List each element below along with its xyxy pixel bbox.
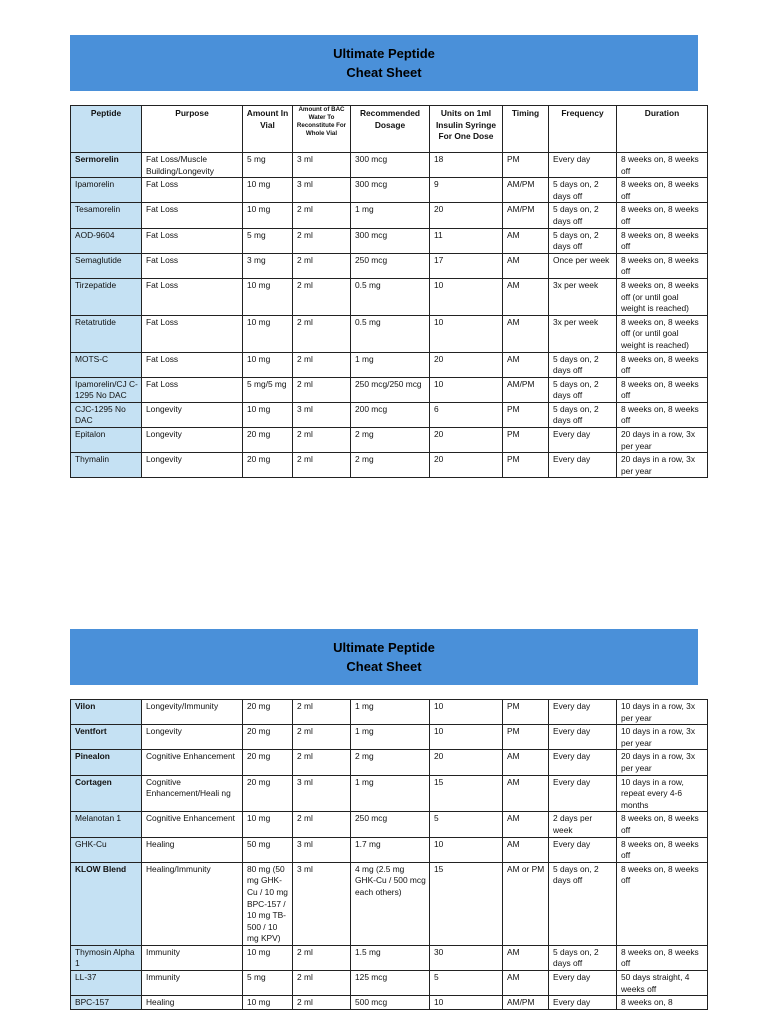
cell-peptide: KLOW Blend (71, 862, 142, 945)
cell-amount-in-vial: 5 mg (243, 153, 293, 178)
cell-frequency: 5 days on, 2 days off (549, 203, 617, 228)
cell-amount-in-vial: 20 mg (243, 453, 293, 478)
cell-dosage: 125 mcg (351, 971, 430, 996)
cell-timing: AM (503, 278, 549, 315)
cell-purpose: Fat Loss (142, 203, 243, 228)
cell-units: 10 (430, 996, 503, 1010)
cell-units: 20 (430, 453, 503, 478)
cell-units: 10 (430, 278, 503, 315)
cell-bac-water: 2 ml (293, 971, 351, 996)
cell-amount-in-vial: 10 mg (243, 945, 293, 970)
cell-purpose: Fat Loss (142, 377, 243, 402)
cell-dosage: 250 mcg (351, 253, 430, 278)
cell-frequency: Every day (549, 750, 617, 775)
cell-duration: 50 days straight, 4 weeks off (617, 971, 708, 996)
cell-peptide: Thymalin (71, 453, 142, 478)
cell-frequency: 5 days on, 2 days off (549, 228, 617, 253)
cell-amount-in-vial: 5 mg (243, 971, 293, 996)
cell-units: 5 (430, 812, 503, 837)
cell-units: 10 (430, 837, 503, 862)
cell-frequency: 5 days on, 2 days off (549, 178, 617, 203)
cell-peptide: Tesamorelin (71, 203, 142, 228)
table-row (71, 402, 708, 427)
cell-amount-in-vial: 20 mg (243, 700, 293, 725)
cell-timing: AM/PM (503, 203, 549, 228)
cell-frequency: 5 days on, 2 days off (549, 402, 617, 427)
cell-timing: PM (503, 725, 549, 750)
cell-bac-water: 2 ml (293, 996, 351, 1010)
cell-peptide: Thymosin Alpha 1 (71, 945, 142, 970)
cell-units: 20 (430, 750, 503, 775)
cell-units: 18 (430, 153, 503, 178)
cell-units: 11 (430, 228, 503, 253)
header-peptide: Peptide (71, 106, 142, 153)
cell-peptide: Cortagen (71, 775, 142, 812)
cell-amount-in-vial: 10 mg (243, 203, 293, 228)
cell-peptide: Sermorelin (71, 153, 142, 178)
table-row (71, 253, 708, 278)
cell-peptide: Ventfort (71, 725, 142, 750)
cell-bac-water: 3 ml (293, 153, 351, 178)
cell-purpose: Fat Loss (142, 228, 243, 253)
cell-frequency: 2 days per week (549, 812, 617, 837)
cell-dosage: 1 mg (351, 775, 430, 812)
cell-bac-water: 2 ml (293, 750, 351, 775)
cell-timing: PM (503, 428, 549, 453)
cell-units: 30 (430, 945, 503, 970)
cell-timing: AM (503, 352, 549, 377)
cell-dosage: 250 mcg (351, 812, 430, 837)
cell-dosage: 300 mcg (351, 228, 430, 253)
cell-peptide: Semaglutide (71, 253, 142, 278)
header-timing: Timing (503, 106, 549, 153)
cell-timing: AM (503, 812, 549, 837)
cell-frequency: 3x per week (549, 315, 617, 352)
cell-units: 10 (430, 725, 503, 750)
cell-timing: AM (503, 837, 549, 862)
cell-duration: 8 weeks on, 8 weeks off (617, 945, 708, 970)
cell-bac-water: 2 ml (293, 428, 351, 453)
cell-duration: 8 weeks on, 8 weeks off (617, 377, 708, 402)
cell-peptide: Vilon (71, 700, 142, 725)
cell-dosage: 1 mg (351, 725, 430, 750)
cell-dosage: 4 mg (2.5 mg GHK-Cu / 500 mcg each others) (351, 862, 430, 945)
table-1-body (71, 153, 708, 478)
cell-peptide: Tirzepatide (71, 278, 142, 315)
cell-duration: 8 weeks on, 8 weeks off (617, 178, 708, 203)
cell-amount-in-vial: 10 mg (243, 996, 293, 1010)
cell-purpose: Cognitive Enhancement (142, 812, 243, 837)
cell-amount-in-vial: 80 mg (50 mg GHK-Cu / 10 mg BPC-157 / 10 mg TB-500 / 10 mg KPV) (243, 862, 293, 945)
cell-dosage: 2 mg (351, 750, 430, 775)
cell-duration: 8 weeks on, 8 (617, 996, 708, 1010)
cell-purpose: Longevity (142, 453, 243, 478)
cell-frequency: Every day (549, 775, 617, 812)
cell-dosage: 1.7 mg (351, 837, 430, 862)
cell-purpose: Fat Loss (142, 315, 243, 352)
cell-purpose: Longevity (142, 402, 243, 427)
cell-timing: AM (503, 750, 549, 775)
title-line-2: Cheat Sheet (346, 65, 422, 80)
cell-units: 9 (430, 178, 503, 203)
table-row (71, 945, 708, 970)
cell-duration: 8 weeks on, 8 weeks off (617, 352, 708, 377)
cell-peptide: LL-37 (71, 971, 142, 996)
header-purpose: Purpose (142, 106, 243, 153)
cell-peptide: Epitalon (71, 428, 142, 453)
cell-bac-water: 2 ml (293, 377, 351, 402)
cell-duration: 10 days in a row, repeat every 4-6 months (617, 775, 708, 812)
title-banner-2 (70, 629, 698, 685)
title-line-1: Ultimate Peptide (333, 46, 435, 61)
cell-bac-water: 3 ml (293, 775, 351, 812)
cell-bac-water: 2 ml (293, 945, 351, 970)
cell-dosage: 1.5 mg (351, 945, 430, 970)
cell-frequency: Every day (549, 996, 617, 1010)
cell-duration: 8 weeks on, 8 weeks off (617, 253, 708, 278)
cell-units: 5 (430, 971, 503, 996)
cell-units: 15 (430, 862, 503, 945)
cell-dosage: 1 mg (351, 203, 430, 228)
cell-bac-water: 3 ml (293, 178, 351, 203)
cell-bac-water: 2 ml (293, 315, 351, 352)
cell-dosage: 250 mcg/250 mcg (351, 377, 430, 402)
cell-bac-water: 2 ml (293, 725, 351, 750)
cell-purpose: Fat Loss (142, 352, 243, 377)
cell-peptide: MOTS-C (71, 352, 142, 377)
header-recommended-dosage: Recommended Dosage (351, 106, 430, 153)
cell-units: 20 (430, 203, 503, 228)
cell-timing: AM (503, 253, 549, 278)
cell-timing: AM/PM (503, 996, 549, 1010)
header-frequency: Frequency (549, 106, 617, 153)
table-row (71, 971, 708, 996)
cell-units: 10 (430, 315, 503, 352)
cell-peptide: Melanotan 1 (71, 812, 142, 837)
cell-dosage: 200 mcg (351, 402, 430, 427)
cell-amount-in-vial: 20 mg (243, 775, 293, 812)
cell-purpose: Fat Loss/Muscle Building/Longevity (142, 153, 243, 178)
cell-purpose: Longevity (142, 428, 243, 453)
cell-bac-water: 3 ml (293, 402, 351, 427)
cell-purpose: Longevity (142, 725, 243, 750)
cell-duration: 20 days in a row, 3x per year (617, 428, 708, 453)
peptide-table-2 (70, 699, 708, 1010)
cell-frequency: 5 days on, 2 days off (549, 377, 617, 402)
table-row (71, 203, 708, 228)
table-row (71, 278, 708, 315)
cell-purpose: Fat Loss (142, 278, 243, 315)
peptide-table-1 (70, 105, 708, 478)
table-row (71, 315, 708, 352)
table-row (71, 352, 708, 377)
cell-purpose: Immunity (142, 971, 243, 996)
cell-dosage: 300 mcg (351, 178, 430, 203)
cell-frequency: 3x per week (549, 278, 617, 315)
table-row (71, 837, 708, 862)
table-row (71, 453, 708, 478)
cell-amount-in-vial: 5 mg/5 mg (243, 377, 293, 402)
cell-duration: 8 weeks on, 8 weeks off (617, 228, 708, 253)
cell-timing: AM or PM (503, 862, 549, 945)
cell-frequency: 5 days on, 2 days off (549, 945, 617, 970)
table-row (71, 725, 708, 750)
cell-timing: PM (503, 153, 549, 178)
cell-bac-water: 3 ml (293, 862, 351, 945)
title-line-2: Cheat Sheet (346, 659, 422, 674)
table-row (71, 428, 708, 453)
cell-duration: 8 weeks on, 8 weeks off (617, 203, 708, 228)
cell-timing: PM (503, 453, 549, 478)
cell-bac-water: 2 ml (293, 812, 351, 837)
cell-amount-in-vial: 10 mg (243, 352, 293, 377)
cell-units: 20 (430, 428, 503, 453)
cell-amount-in-vial: 10 mg (243, 402, 293, 427)
cell-frequency: 5 days on, 2 days off (549, 352, 617, 377)
cell-amount-in-vial: 10 mg (243, 278, 293, 315)
cell-duration: 20 days in a row, 3x per year (617, 750, 708, 775)
cell-frequency: Once per week (549, 253, 617, 278)
cell-purpose: Fat Loss (142, 178, 243, 203)
cell-peptide: BPC-157 (71, 996, 142, 1010)
header-bac-water: Amount of BAC Water To Reconstitute For Whole Vial (293, 106, 351, 153)
cell-frequency: Every day (549, 725, 617, 750)
cell-duration: 8 weeks on, 8 weeks off (or until goal weight is reached) (617, 315, 708, 352)
cell-timing: PM (503, 402, 549, 427)
cell-units: 17 (430, 253, 503, 278)
table-header-row (71, 106, 708, 153)
cell-bac-water: 3 ml (293, 837, 351, 862)
cell-dosage: 500 mcg (351, 996, 430, 1010)
cell-dosage: 0.5 mg (351, 278, 430, 315)
cell-duration: 10 days in a row, 3x per year (617, 700, 708, 725)
cell-frequency: Every day (549, 837, 617, 862)
cell-purpose: Healing (142, 996, 243, 1010)
cell-dosage: 2 mg (351, 428, 430, 453)
cell-frequency: Every day (549, 153, 617, 178)
table-row (71, 812, 708, 837)
cell-purpose: Cognitive Enhancement/Heali ng (142, 775, 243, 812)
cell-dosage: 1 mg (351, 352, 430, 377)
cell-dosage: 2 mg (351, 453, 430, 478)
cell-bac-water: 2 ml (293, 278, 351, 315)
cell-peptide: Ipamorelin/CJ C-1295 No DAC (71, 377, 142, 402)
table-row (71, 996, 708, 1010)
cell-timing: AM/PM (503, 377, 549, 402)
cell-purpose: Immunity (142, 945, 243, 970)
cell-amount-in-vial: 20 mg (243, 428, 293, 453)
cell-frequency: Every day (549, 428, 617, 453)
cell-amount-in-vial: 20 mg (243, 750, 293, 775)
cell-dosage: 300 mcg (351, 153, 430, 178)
cell-timing: PM (503, 700, 549, 725)
cell-purpose: Cognitive Enhancement (142, 750, 243, 775)
cell-peptide: CJC-1295 No DAC (71, 402, 142, 427)
cell-peptide: AOD-9604 (71, 228, 142, 253)
cell-bac-water: 2 ml (293, 228, 351, 253)
cell-frequency: Every day (549, 700, 617, 725)
header-units-syringe: Units on 1ml Insulin Syringe For One Dose (430, 106, 503, 153)
cell-bac-water: 2 ml (293, 203, 351, 228)
cell-duration: 10 days in a row, 3x per year (617, 725, 708, 750)
cell-peptide: Ipamorelin (71, 178, 142, 203)
cell-frequency: 5 days on, 2 days off (549, 862, 617, 945)
cell-purpose: Fat Loss (142, 253, 243, 278)
cell-duration: 20 days in a row, 3x per year (617, 453, 708, 478)
cell-dosage: 1 mg (351, 700, 430, 725)
table-row (71, 153, 708, 178)
title-line-1: Ultimate Peptide (333, 640, 435, 655)
cell-amount-in-vial: 50 mg (243, 837, 293, 862)
cell-peptide: Pinealon (71, 750, 142, 775)
table-row (71, 775, 708, 812)
cell-duration: 8 weeks on, 8 weeks off (617, 812, 708, 837)
cell-peptide: Retatrutide (71, 315, 142, 352)
cell-frequency: Every day (549, 971, 617, 996)
cell-frequency: Every day (549, 453, 617, 478)
cell-amount-in-vial: 20 mg (243, 725, 293, 750)
table-row (71, 862, 708, 945)
cell-purpose: Longevity/Immunity (142, 700, 243, 725)
table-row (71, 750, 708, 775)
cell-duration: 8 weeks on, 8 weeks off (617, 837, 708, 862)
cell-peptide: GHK-Cu (71, 837, 142, 862)
cell-purpose: Healing/Immunity (142, 862, 243, 945)
cell-bac-water: 2 ml (293, 453, 351, 478)
cell-amount-in-vial: 10 mg (243, 812, 293, 837)
table-row (71, 178, 708, 203)
table-2-body (71, 700, 708, 1010)
cell-units: 10 (430, 377, 503, 402)
cell-amount-in-vial: 5 mg (243, 228, 293, 253)
cell-duration: 8 weeks on, 8 weeks off (617, 862, 708, 945)
table-row (71, 228, 708, 253)
cell-units: 6 (430, 402, 503, 427)
cell-bac-water: 2 ml (293, 253, 351, 278)
cell-units: 15 (430, 775, 503, 812)
table-row (71, 700, 708, 725)
cell-amount-in-vial: 10 mg (243, 178, 293, 203)
title-banner-1 (70, 35, 698, 91)
cell-timing: AM/PM (503, 178, 549, 203)
cell-duration: 8 weeks on, 8 weeks off (617, 153, 708, 178)
cell-bac-water: 2 ml (293, 352, 351, 377)
cell-timing: AM (503, 228, 549, 253)
cell-dosage: 0.5 mg (351, 315, 430, 352)
table-row (71, 377, 708, 402)
cell-bac-water: 2 ml (293, 700, 351, 725)
header-amount-in-vial: Amount In Vial (243, 106, 293, 153)
cell-duration: 8 weeks on, 8 weeks off (or until goal weight is reached) (617, 278, 708, 315)
cell-amount-in-vial: 10 mg (243, 315, 293, 352)
cell-timing: AM (503, 315, 549, 352)
cell-purpose: Healing (142, 837, 243, 862)
cell-timing: AM (503, 945, 549, 970)
cell-amount-in-vial: 3 mg (243, 253, 293, 278)
cell-duration: 8 weeks on, 8 weeks off (617, 402, 708, 427)
cell-units: 10 (430, 700, 503, 725)
header-duration: Duration (617, 106, 708, 153)
cell-timing: AM (503, 775, 549, 812)
cell-units: 20 (430, 352, 503, 377)
cell-timing: AM (503, 971, 549, 996)
